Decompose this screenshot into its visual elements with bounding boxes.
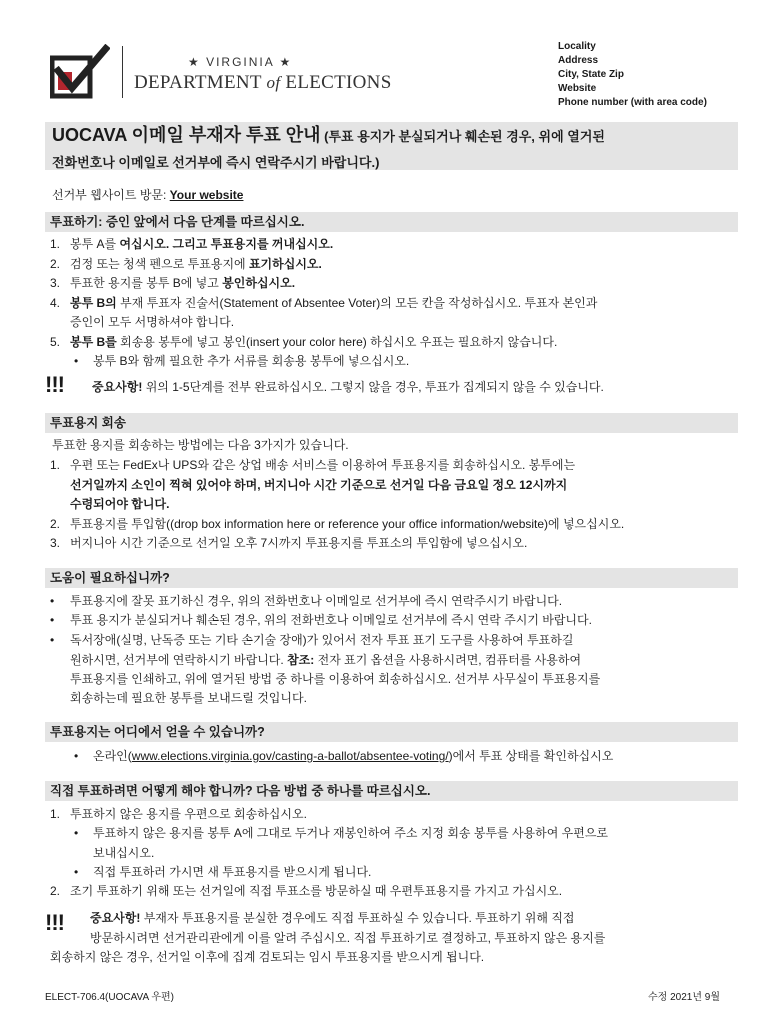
important-note-2-line-2: 방문하시려면 선거관리관에게 이를 알려 주십시오. 직접 투표하기로 결정하고, 투표하지 않은 용지를	[90, 931, 606, 945]
virginia-label: ★ VIRGINIA ★	[188, 55, 293, 69]
department-of-elections-logo	[50, 44, 110, 100]
return-number: 1.	[50, 458, 61, 472]
section-help-heading: 도움이 필요하십니까?	[45, 568, 738, 588]
contact-phone: Phone number (with area code)	[558, 97, 707, 108]
revision-date: 수정 2021년 9월	[648, 992, 721, 1003]
step-number: 5.	[50, 335, 61, 349]
section-voting-heading: 투표하기: 증인 앞에서 다음 단계를 따르십시오.	[45, 212, 738, 232]
in-person-number: 1.	[50, 807, 61, 821]
help-bullet-3: 독서장애(실명, 난독증 또는 기타 손기술 장애)가 있어서 전자 투표 표기 도구를 사용하여 투표하길	[70, 633, 574, 647]
department-name: DEPARTMENT of ELECTIONS	[134, 72, 392, 93]
contact-city: City, State Zip	[558, 69, 624, 80]
in-person-bullet-1-cont: 보내십시오.	[93, 846, 155, 860]
important-note-2: 중요사항! 부재자 투표용지를 분실한 경우에도 직접 투표하실 수 있습니다. 투표하기 위해 직접	[90, 911, 575, 925]
website-line: 선거부 웹사이트 방문: Your website	[52, 188, 244, 202]
section-obtain-heading: 투표용지는 어디에서 얻을 수 있습니까?	[45, 722, 738, 742]
step-2: 검정 또는 청색 펜으로 투표용지에 표기하십시오.	[70, 257, 322, 271]
step-1: 봉투 A를 여십시오. 그리고 투표용지를 꺼내십시오.	[70, 237, 334, 251]
contact-locality: Locality	[558, 41, 596, 52]
in-person-number: 2.	[50, 884, 61, 898]
bullet-dot: •	[74, 749, 79, 763]
step-4: 봉투 B의 부재 투표자 진술서(Statement of Absentee Voter)의 모든 칸을 작성하십시오. 투표자 본인과	[70, 296, 598, 310]
bullet-dot: •	[74, 354, 79, 368]
in-person-bullet-2: 직접 투표하러 가시면 새 투표용지를 받으시게 됩니다.	[93, 865, 372, 879]
bullet-dot: •	[74, 826, 79, 840]
exclamation-icon: !!!	[45, 910, 64, 935]
in-person-item-2: 조기 투표하기 위해 또는 선거일에 직접 투표소를 방문하실 때 우편투표용지를 가지고 가십시오.	[70, 884, 563, 898]
help-bullet-2: 투표 용지가 분실되거나 훼손된 경우, 위의 전화번호나 이메일로 선거부에 즉시 연락 주시기 바랍니다.	[70, 613, 592, 627]
website-link[interactable]: Your website	[169, 188, 244, 202]
contact-website: Website	[558, 83, 597, 94]
section-return-heading: 투표용지 회송	[45, 413, 738, 433]
contact-address: Address	[558, 55, 599, 66]
return-item-1-bold: 선거일까지 소인이 찍혀 있어야 하며, 버지니아 시간 기준으로 선거일 다음 금요일 정오 12시까지	[70, 478, 568, 492]
header-divider	[122, 46, 123, 98]
bullet-dot: •	[50, 594, 55, 608]
return-item-3: 버지니아 시간 기준으로 선거일 오후 7시까지 투표용지를 투표소의 투입함에 넣으십시오.	[70, 536, 528, 550]
section-in-person-heading: 직접 투표하려면 어떻게 해야 합니까? 다음 방법 중 하나를 따르십시오.	[45, 781, 738, 801]
bullet-dot: •	[50, 633, 55, 647]
return-number: 2.	[50, 517, 61, 531]
step-number: 3.	[50, 276, 61, 290]
step-5-bullet: 봉투 B와 함께 필요한 추가 서류를 회송용 봉투에 넣으십시오.	[93, 354, 410, 368]
step-5: 봉투 B를 회송용 봉투에 넣고 봉인(insert your color here) 하십시오 우표는 필요하지 않습니다.	[70, 335, 558, 349]
return-item-1-bold-2: 수령되어야 합니다.	[70, 497, 170, 511]
bullet-dot: •	[50, 613, 55, 627]
important-note-2-line-3: 회송하지 않은 경우, 선거일 이후에 집계 검토되는 임시 투표용지를 받으시게 됩니다.	[50, 950, 485, 964]
step-4-cont: 증인이 모두 서명하셔야 합니다.	[70, 315, 235, 329]
form-number: ELECT-706.4(UOCAVA 우편)	[45, 992, 174, 1003]
help-bullet-3-line-4: 회송하는데 필요한 봉투를 보내드릴 것입니다.	[70, 691, 307, 705]
step-3: 투표한 용지를 봉투 B에 넣고 봉인하십시오.	[70, 276, 296, 290]
help-bullet-3-line-2: 원하시면, 선거부에 연락하시기 바랍니다. 참조: 전자 표기 옵션을 사용하시려면, 컴퓨터를 사용하여	[70, 653, 582, 667]
in-person-bullet-1: 투표하지 않은 용지를 봉투 A에 그대로 두거나 재봉인하여 주소 지정 회송 봉투를 사용하여 우편으로	[93, 826, 609, 840]
bullet-dot: •	[74, 865, 79, 879]
help-bullet-1: 투표용지에 잘못 표기하신 경우, 위의 전화번호나 이메일로 선거부에 즉시 연락주시기 바랍니다.	[70, 594, 563, 608]
obtain-line: 온라인(www.elections.virginia.gov/casting-a-ballot/absentee-voting/)에서 투표 상태를 확인하십시오	[93, 749, 614, 763]
help-bullet-3-line-3: 투표용지를 인쇄하고, 위에 열거된 방법 중 하나를 이용하여 회송하십시오. 선거부 사무실이 투표용지를	[70, 672, 601, 686]
page-title: UOCAVA 이메일 부재자 투표 안내 (투표 용지가 분실되거나 훼손된 경우, 위에 열거된 전화번호나 이메일로 선거부에 즉시 연락주시기 바랍니다.)	[52, 125, 605, 170]
important-note-1: 중요사항! 위의 1-5단계를 전부 완료하십시오. 그렇지 않을 경우, 투표가 집계되지 않을 수 있습니다.	[92, 380, 604, 394]
contact-block	[558, 40, 707, 110]
return-item-1: 우편 또는 FedEx나 UPS와 같은 상업 배송 서비스를 이용하여 투표용지를 회송하십시오. 봉투에는	[70, 458, 576, 472]
step-number: 4.	[50, 296, 61, 310]
return-item-2: 투표용지를 투입함((drop box information here or reference your office information/website)에 넣으십시오.	[70, 517, 625, 531]
return-intro: 투표한 용지를 회송하는 방법에는 다음 3가지가 있습니다.	[52, 438, 349, 452]
elections-link[interactable]: www.elections.virginia.gov/casting-a-ballot/absentee-voting/	[131, 749, 449, 763]
step-number: 2.	[50, 257, 61, 271]
exclamation-icon: !!!	[45, 372, 64, 397]
in-person-item-1: 투표하지 않은 용지를 우편으로 회송하십시오.	[70, 807, 307, 821]
return-number: 3.	[50, 536, 61, 550]
step-number: 1.	[50, 237, 61, 251]
